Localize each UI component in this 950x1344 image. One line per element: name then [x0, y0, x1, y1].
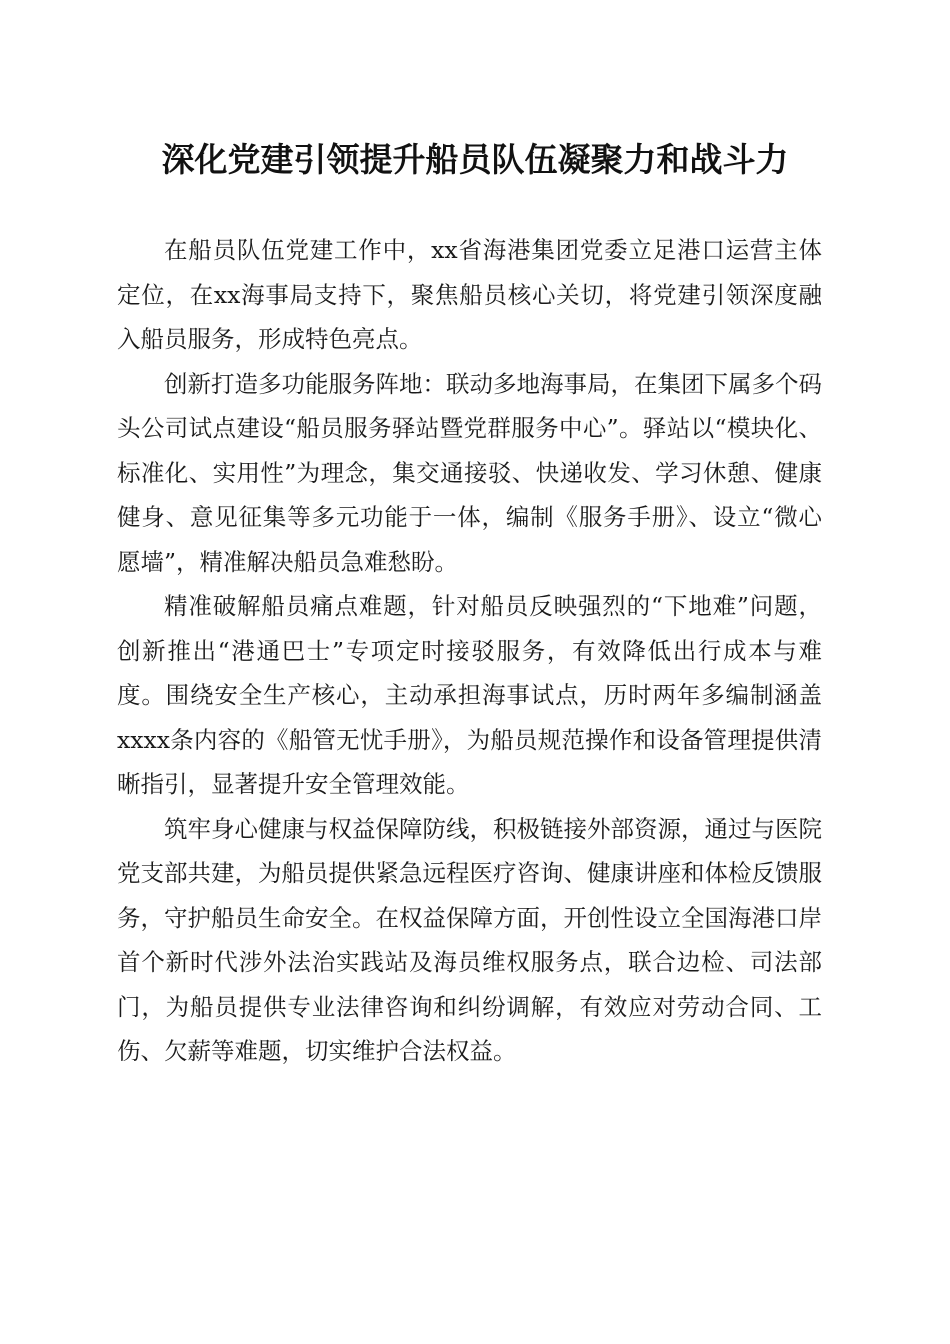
paragraph-health-rights: 筑牢身心健康与权益保障防线，积极链接外部资源，通过与医院党支部共建，为船员提供紧急远程医疗咨询、健康讲座和体检反馈服务，守护船员生命安全。在权益保障方面，开创性设立全国海港口岸首个新时代涉外法治实践站及海员维权服务点，联合边检、司法部门，为船员提供专业法律咨询和纠纷调解，有效应对劳动合同、工伤、欠薪等难题，切实维护合法权益。	[117, 814, 822, 1065]
document-title: 深化党建引领提升船员队伍凝聚力和战斗力	[161, 140, 789, 179]
paragraph-service-stations: 创新打造多功能服务阵地：联动多地海事局，在集团下属多个码头公司试点建设“船员服务驿站暨党群服务中心”。驿站以“模块化、标准化、实用性”为理念，集交通接驳、快递收发、学习休憩、健康健身、意见征集等多元功能于一体，编制《服务手册》、设立“微心愿墙”，精准解决船员急难愁盼。	[117, 369, 822, 576]
paragraph-pain-points: 精准破解船员痛点难题，针对船员反映强烈的“下地难”问题，创新推出“港通巴士”专项定时接驳服务，有效降低出行成本与难度。围绕安全生产核心，主动承担海事试点，历时两年多编制涵盖xxxx条内容的《船管无忧手册》，为船员规范操作和设备管理提供清晰指引，显著提升安全管理效能。	[117, 592, 822, 798]
document-body	[117, 228, 822, 1074]
paragraph-intro: 在船员队伍党建工作中，xx省海港集团党委立足港口运营主体定位，在xx海事局支持下，聚焦船员核心关切，将党建引领深度融入船员服务，形成特色亮点。	[117, 236, 822, 353]
